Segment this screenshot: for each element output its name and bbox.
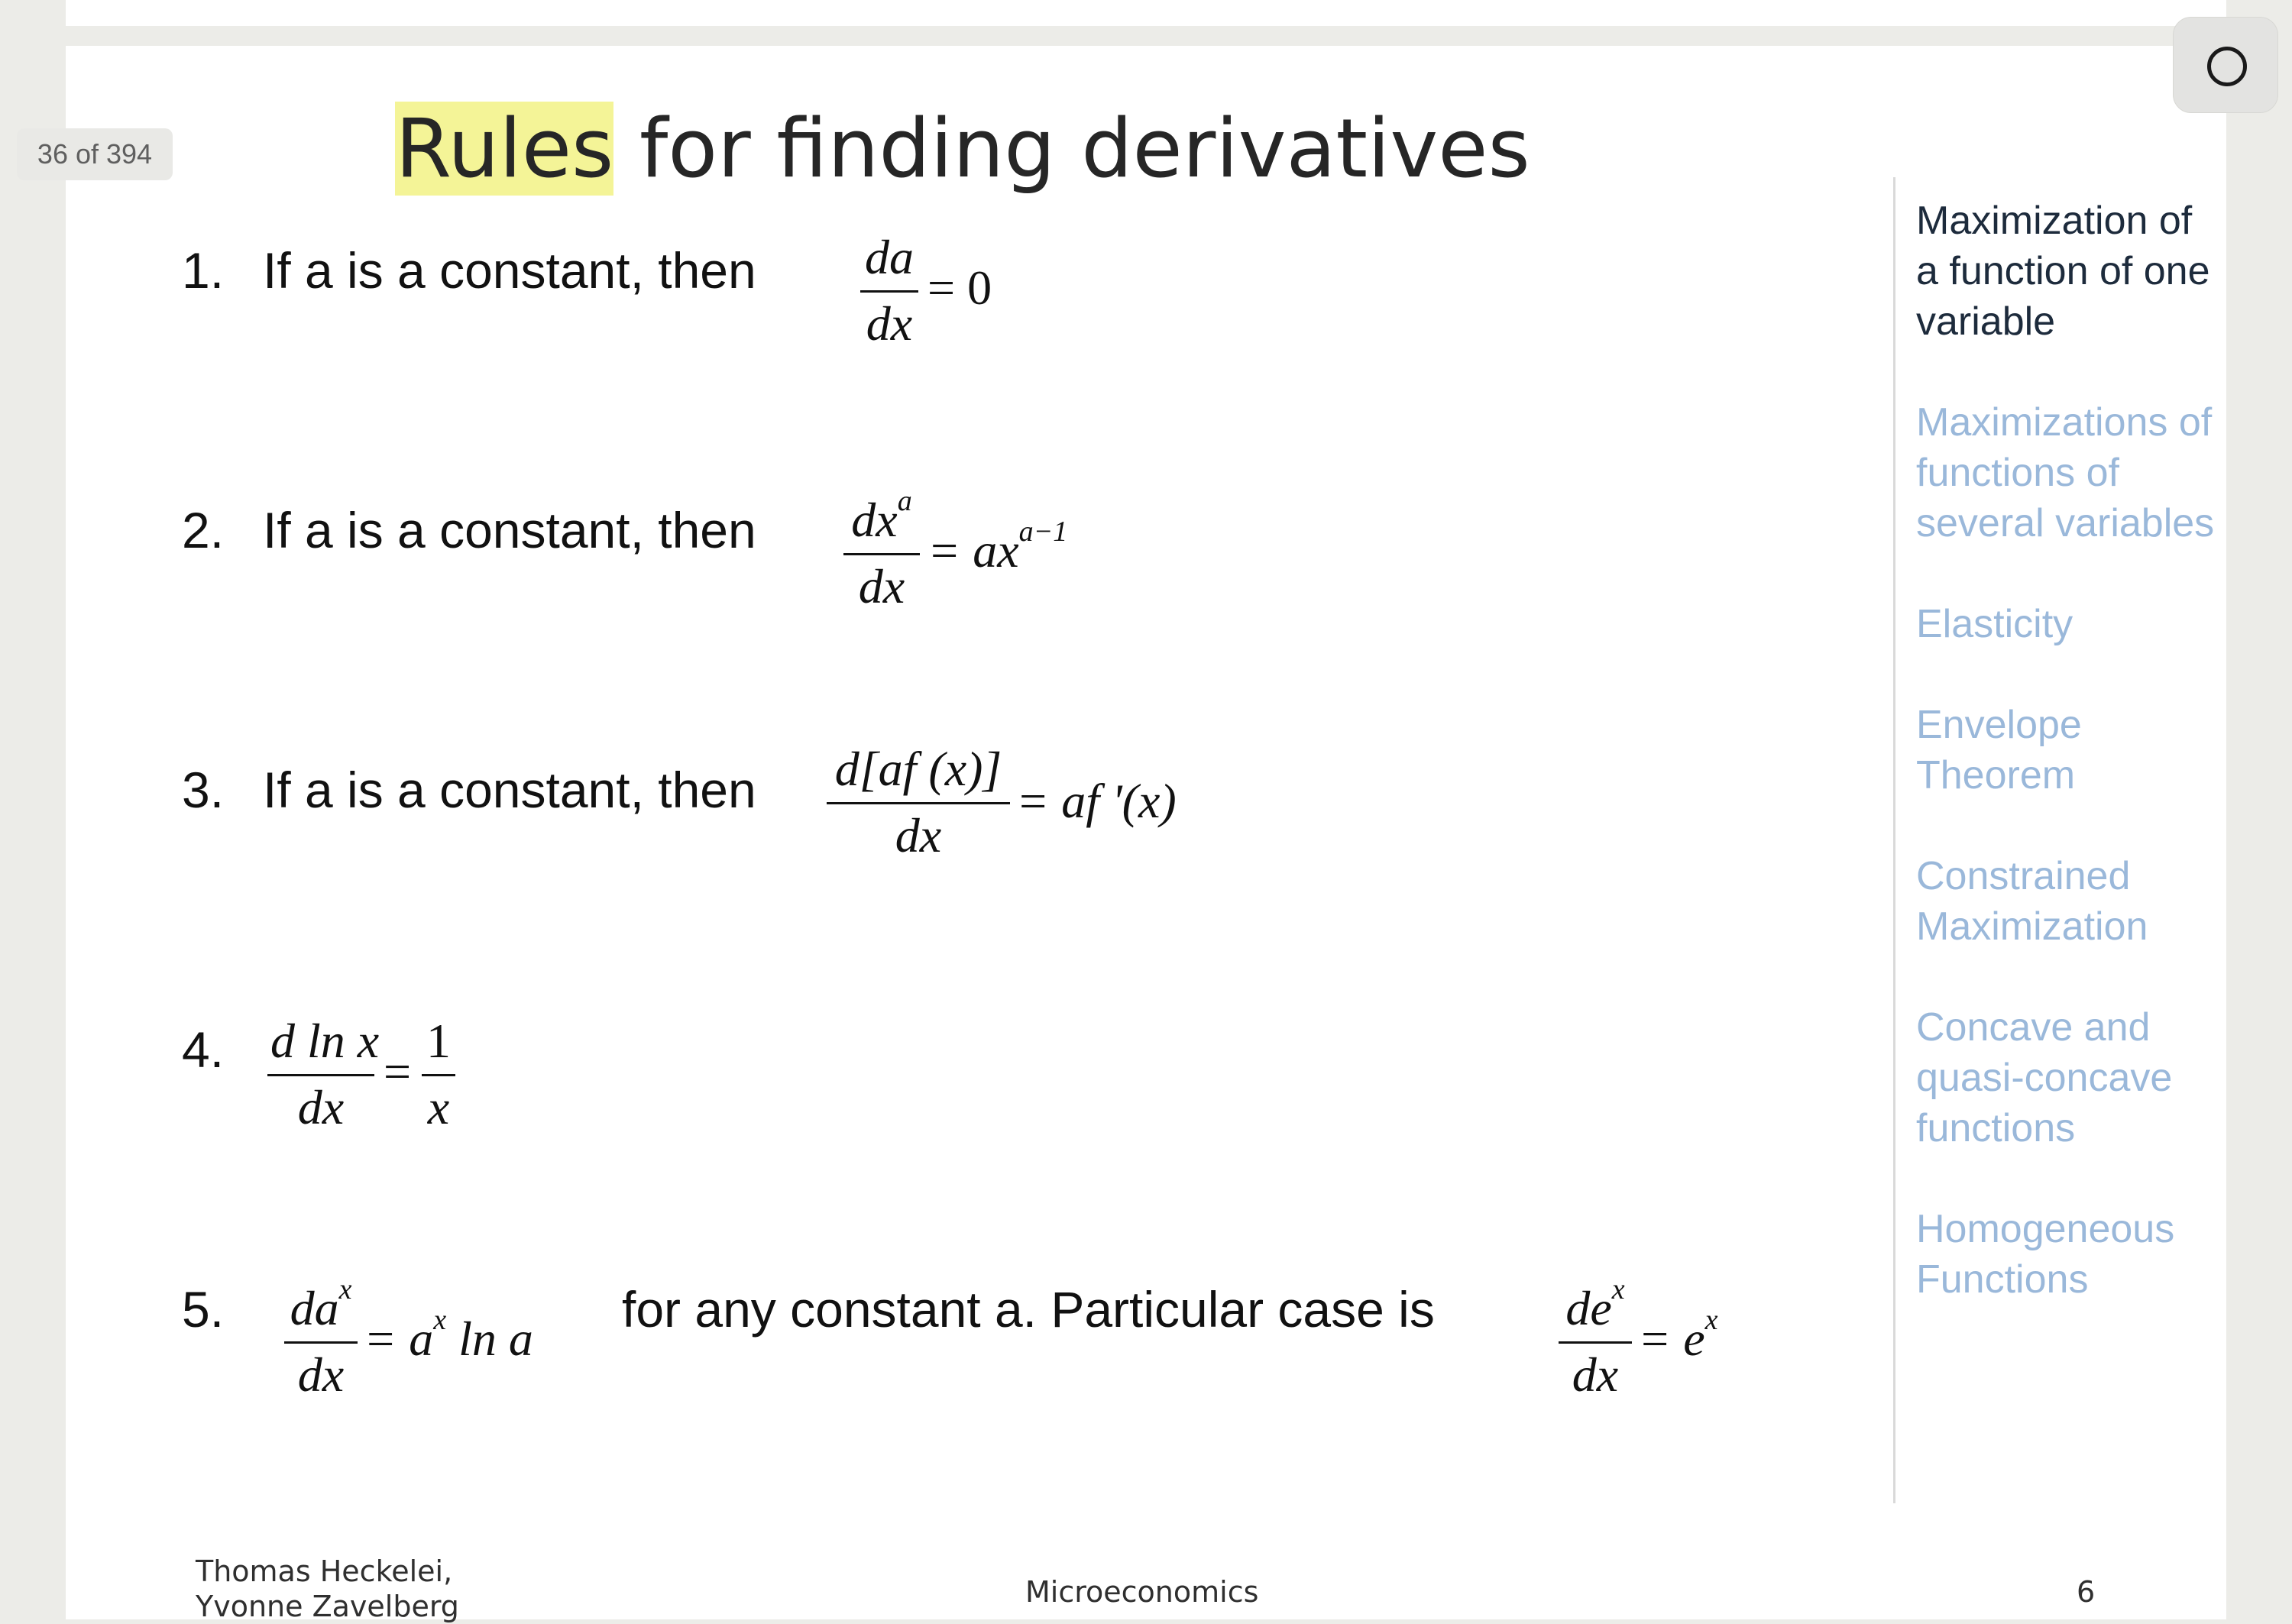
formula-rhs: = af '(x): [1016, 774, 1177, 828]
rule-5-number: [182, 1280, 263, 1338]
footer-authors: [196, 1554, 459, 1624]
toc-item-concave-functions[interactable]: Concave and quasi-concave functions: [1916, 1005, 2173, 1150]
fraction: [1559, 1273, 1632, 1403]
fraction: [860, 229, 918, 352]
fraction: [284, 1273, 358, 1403]
toc-item-constrained-maximization[interactable]: Constrained Maximization: [1916, 854, 2148, 949]
slide-title: [0, 99, 2292, 199]
title-highlight: Rules: [395, 102, 614, 196]
rule-4: [182, 1021, 263, 1079]
fraction-bar: [860, 290, 918, 293]
numerator: [1559, 1273, 1632, 1337]
rule-3: [182, 761, 756, 819]
fraction: [843, 484, 920, 615]
toc-item-maximizations-several-variables[interactable]: Maximizations of functions of several variables: [1916, 400, 2215, 545]
fraction-bar: [827, 802, 1010, 804]
fraction: [827, 741, 1010, 864]
toc-item-maximization-one-variable[interactable]: Maximization of a function of one variable: [1916, 199, 2210, 344]
toc-item-elasticity[interactable]: Elasticity: [1916, 602, 2073, 646]
rule-number: 3.: [182, 762, 225, 818]
numerator-exponent: x: [1611, 1273, 1625, 1305]
fraction-bar: [843, 553, 920, 555]
rhs-exponent: x: [433, 1304, 447, 1336]
numerator: da: [865, 230, 914, 284]
numerator-exponent: a: [897, 485, 912, 517]
denominator: dx: [297, 1347, 345, 1402]
denominator: dx: [1572, 1347, 1619, 1402]
numerator: [843, 484, 920, 548]
numerator-base: dx: [851, 493, 898, 547]
page-counter: 36 of 394: [17, 128, 173, 180]
formula-rhs: = $a^x$ ln a: [364, 1304, 533, 1366]
numerator: [284, 1273, 358, 1337]
numerator-base: de: [1565, 1281, 1612, 1335]
footer-author-line: Thomas Heckelei,: [196, 1554, 453, 1588]
rule-number: 1.: [182, 242, 225, 299]
toc-item-envelope-theorem[interactable]: Envelope Theorem: [1916, 703, 2082, 797]
footer-author-line: Yvonne Zavelberg: [196, 1590, 459, 1623]
numerator-base: da: [290, 1281, 339, 1335]
toc-item-homogeneous-functions[interactable]: Homogeneous Functions: [1916, 1207, 2175, 1302]
rhs-tail: ln a: [446, 1312, 533, 1366]
rule-number: 2.: [182, 502, 225, 558]
numerator: d[af (x)]: [834, 742, 1002, 796]
rule-text: If a is a constant, then: [263, 762, 756, 818]
rule-text: If a is a constant, then: [263, 242, 756, 299]
rule-1: [182, 241, 756, 299]
toc-sidebar: [1916, 196, 2222, 1355]
top-strip: [66, 0, 2226, 26]
numerator: 1: [426, 1014, 451, 1068]
rule-text: If a is a constant, then: [263, 502, 756, 558]
formula-rhs: = $e^x$: [1638, 1304, 1718, 1366]
rule-2: [182, 501, 756, 559]
fraction-bar: [267, 1074, 374, 1076]
fraction-bar: [1559, 1341, 1632, 1344]
rule-number: 4.: [182, 1021, 225, 1078]
numerator: d ln x: [270, 1014, 380, 1068]
rhs-exponent: x: [1704, 1304, 1718, 1336]
footer-course: Microeconomics: [1025, 1575, 1259, 1609]
denominator: dx: [866, 296, 913, 351]
rhs-exponent: a−1: [1018, 516, 1068, 548]
fraction-bar: [284, 1341, 358, 1344]
rule-number: 5.: [182, 1281, 225, 1338]
sidebar-divider: [1893, 177, 1895, 1503]
footer-page-number: 6: [2077, 1575, 2096, 1609]
fraction: [267, 1013, 380, 1136]
formula-rhs: = 0: [927, 260, 992, 315]
title-rest: for finding derivatives: [613, 102, 1530, 196]
formula-rhs: = $ax^{a-1}$: [927, 516, 1068, 577]
equals-sign: =: [384, 1044, 412, 1098]
rhs-fraction: [422, 1013, 455, 1136]
denominator: dx: [858, 559, 905, 613]
numerator-exponent: x: [338, 1273, 352, 1305]
circle-icon: [2207, 47, 2247, 86]
rule-5-text: for any constant a. Particular case is: [622, 1281, 1435, 1338]
denominator: dx: [297, 1080, 345, 1134]
denominator: dx: [895, 808, 942, 862]
fraction-bar: [422, 1074, 455, 1076]
denominator: x: [427, 1080, 450, 1134]
